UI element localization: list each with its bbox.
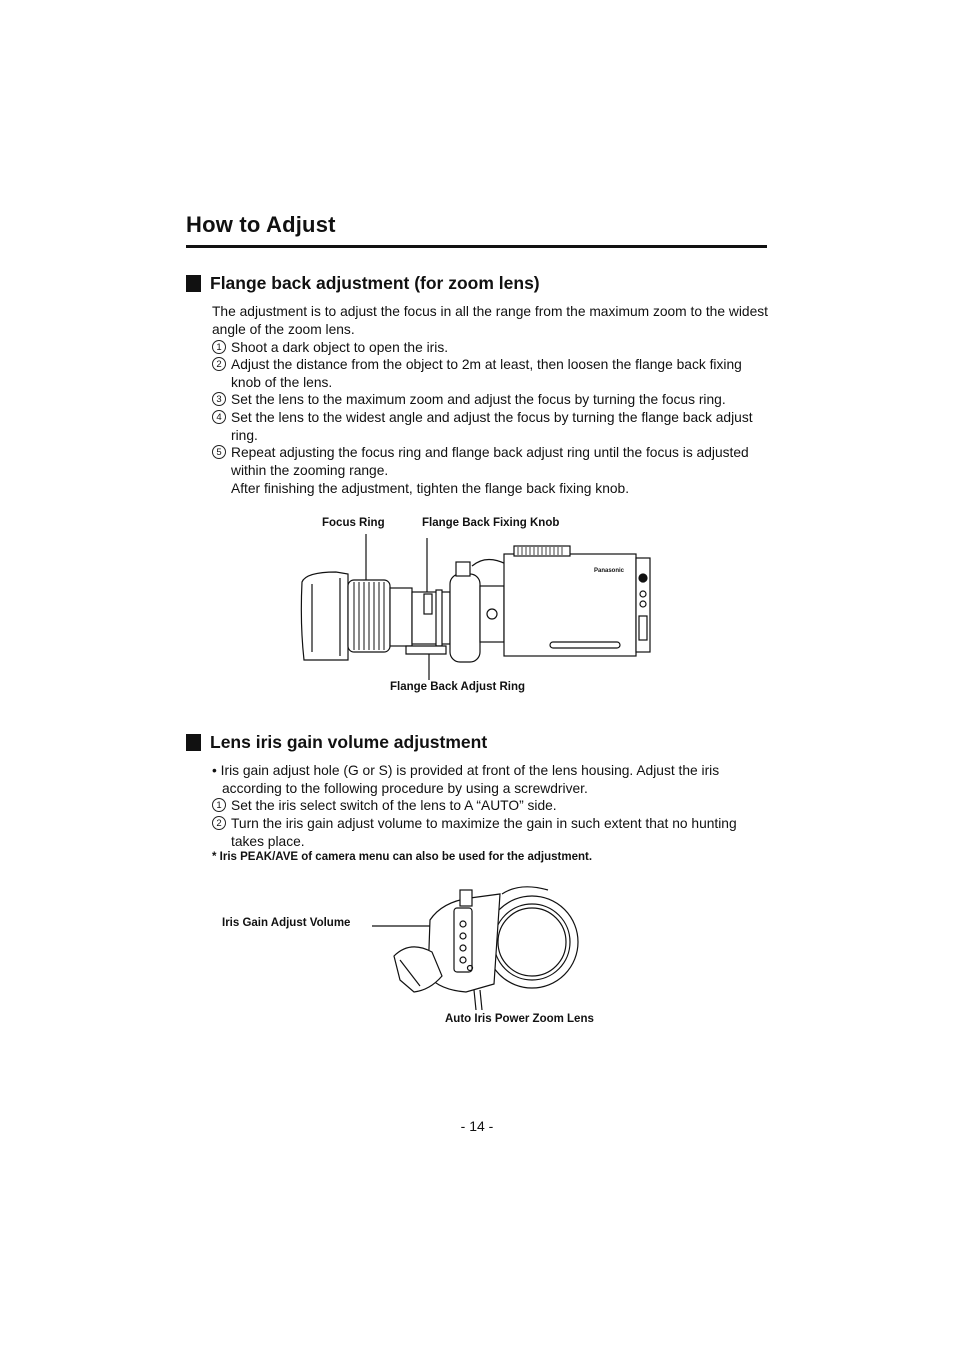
- step-text: Adjust the distance from the object to 2m at least, then loosen the flange back fixing knob of the lens.: [231, 357, 742, 390]
- section-heading-text: Flange back adjustment (for zoom lens): [210, 273, 540, 293]
- flange-step-1: [212, 339, 772, 357]
- circled-number-icon: 1: [212, 340, 226, 354]
- auto-iris-lens-illustration: [370, 880, 585, 1010]
- page-title: How to Adjust: [186, 212, 336, 237]
- circled-number-icon: 4: [212, 410, 226, 424]
- step-text: Set the lens to the widest angle and adjust the focus by turning the flange back adjust ring.: [231, 410, 753, 443]
- circled-number-icon: 1: [212, 798, 226, 812]
- iris-note: * Iris PEAK/AVE of camera menu can also be used for the adjustment.: [212, 851, 593, 863]
- circled-number-icon: 2: [212, 357, 226, 371]
- square-bullet-icon: [186, 734, 201, 751]
- label-focus-ring: Focus Ring: [322, 517, 385, 529]
- flange-step-4: [212, 409, 772, 444]
- lens-mount: [450, 574, 480, 662]
- flange-step-3: [212, 391, 772, 409]
- flange-intro: The adjustment is to adjust the focus in all the range from the maximum zoom to the widest angle of the zoom lens.: [212, 304, 768, 337]
- lens-front-ring: [486, 896, 578, 988]
- circled-number-icon: 5: [212, 445, 226, 459]
- step-text: Turn the iris gain adjust volume to maximize the gain in such extent that no hunting takes place.: [231, 816, 737, 849]
- label-auto-iris-lens: Auto Iris Power Zoom Lens: [445, 1013, 594, 1025]
- brand-logo: Panasonic: [594, 568, 625, 574]
- circled-number-icon: 3: [212, 392, 226, 406]
- step-text: Set the iris select switch of the lens to A “AUTO” side.: [231, 798, 557, 813]
- lens-hood: [301, 572, 348, 660]
- iris-step-1: [212, 797, 772, 815]
- iris-bullet: • Iris gain adjust hole (G or S) is provided at front of the lens housing. Adjust the iris according to the following procedure by using a screwdriver.: [212, 763, 720, 796]
- label-fixing-knob: Flange Back Fixing Knob: [422, 517, 560, 529]
- label-adjust-ring: Flange Back Adjust Ring: [390, 681, 526, 693]
- square-bullet-icon: [186, 275, 201, 292]
- rear-panel: [636, 558, 650, 652]
- flange-step-2: [212, 356, 772, 391]
- camera-lens-illustration: [296, 534, 658, 680]
- title-rule: [186, 245, 767, 248]
- flange-step-5: [212, 444, 772, 479]
- step-text: Shoot a dark object to open the iris.: [231, 340, 449, 355]
- section-heading-flange: [186, 273, 540, 294]
- section-heading-text: Lens iris gain volume adjustment: [210, 732, 488, 752]
- flange-after-note: After finishing the adjustment, tighten the flange back fixing knob.: [231, 481, 630, 496]
- label-gain-volume: Iris Gain Adjust Volume: [222, 917, 351, 929]
- step-text: Set the lens to the maximum zoom and adjust the focus by turning the focus ring.: [231, 392, 726, 407]
- page-number: - 14 -: [460, 1118, 494, 1134]
- iris-step-2: [212, 815, 772, 850]
- step-text: Repeat adjusting the focus ring and flange back adjust ring until the focus is adjusted within the zooming range.: [231, 445, 749, 478]
- section-heading-iris: [186, 732, 487, 753]
- circled-number-icon: 2: [212, 816, 226, 830]
